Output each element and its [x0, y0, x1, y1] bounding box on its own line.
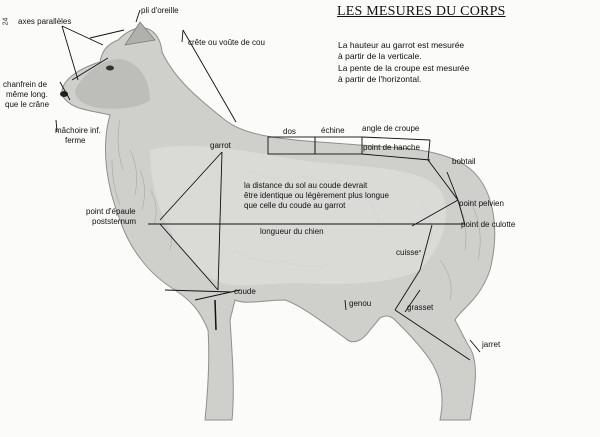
note-line: La hauteur au garrot est mesurée — [338, 40, 465, 50]
label-point-pelvien: point pelvien — [459, 199, 504, 208]
note-line: à partir de la verticale. — [338, 50, 422, 61]
label-coude: coude — [234, 287, 256, 296]
label-pli-oreille: pli d'oreille — [141, 6, 179, 15]
label-genou: genou — [349, 299, 372, 308]
label-poststernum: poststernum — [92, 217, 137, 226]
label-longueur: longueur du chien — [260, 227, 324, 236]
label-line: être identique ou légèrement plus longue — [244, 191, 389, 200]
label-crete-cou: crête ou voûte de cou — [188, 38, 265, 47]
label-echine: échine — [321, 126, 345, 135]
margin-mark: 24 — [2, 17, 10, 26]
label-line: chanfrein de — [3, 80, 48, 89]
note-text — [338, 40, 469, 84]
label-line: mâchoire inf. — [55, 126, 101, 135]
label-point-epaule: point d'épaule — [86, 207, 136, 216]
label-point-hanche: point de hanche — [363, 143, 420, 152]
label-angle-croupe: angle de croupe — [362, 124, 420, 133]
label-grasset: grasset — [407, 303, 434, 312]
label-chanfrein — [3, 80, 49, 110]
label-bobtail: bobtail — [452, 157, 476, 166]
label-line: que le crâne — [5, 100, 50, 109]
label-line: la distance du sol au coude devrait — [244, 181, 368, 190]
label-line: ferme — [65, 136, 86, 145]
label-line: que celle du coude au garrot — [244, 201, 346, 210]
label-line: même long. — [6, 90, 48, 99]
label-cuisse: cuisse — [396, 248, 419, 257]
label-point-culotte: point de culotte — [461, 220, 516, 229]
label-jarret: jarret — [482, 340, 501, 349]
label-dos: dos — [283, 127, 296, 136]
label-machoire — [55, 126, 101, 146]
note-line: La pente de la croupe est mesurée — [338, 63, 470, 73]
label-axes-paralleles: axes parallèles — [18, 17, 72, 26]
label-distance — [244, 181, 389, 211]
label-garrot: garrot — [210, 141, 231, 150]
page-title: LES MESURES DU CORPS — [337, 4, 506, 19]
note-line: à partir de l'horizontal. — [338, 73, 422, 84]
